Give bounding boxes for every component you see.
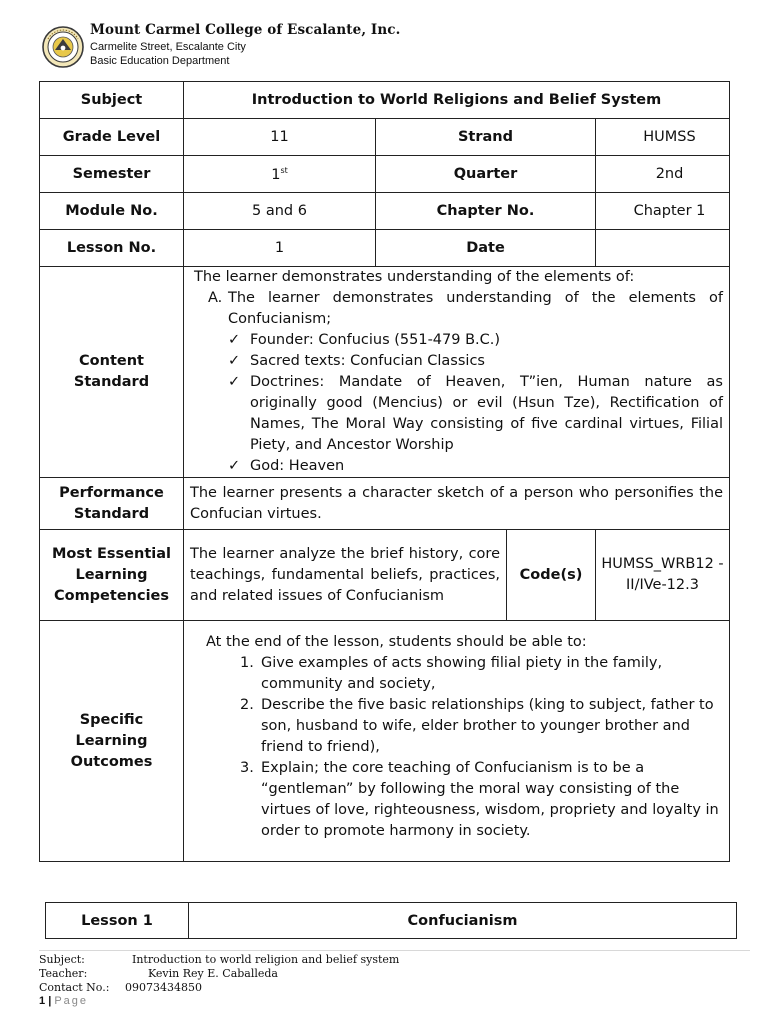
chapter-value: Chapter 1 xyxy=(596,193,730,230)
subject-label: Subject xyxy=(40,82,184,119)
page-word: Page xyxy=(54,995,89,1007)
semester-value: 1 xyxy=(271,166,281,183)
checkmark-icon: ✓ xyxy=(228,374,241,390)
school-address: Carmelite Street, Escalante City xyxy=(90,41,246,53)
semester-cell xyxy=(184,156,376,193)
module-row xyxy=(40,193,730,230)
content-bullet-text: Founder: Confucius (551-479 B.C.) xyxy=(250,332,501,348)
semester-row xyxy=(40,156,730,193)
outcomes-cell xyxy=(184,621,730,862)
chapter-label: Chapter No. xyxy=(376,193,596,230)
lesson-value: 1 xyxy=(184,230,376,267)
date-label: Date xyxy=(376,230,596,267)
content-bullet xyxy=(228,372,723,456)
outcomes-label: Specific Learning Outcomes xyxy=(40,621,184,862)
semester-label: Semester xyxy=(40,156,184,193)
grade-label: Grade Level xyxy=(40,119,184,156)
content-bullet xyxy=(228,456,723,477)
content-bullet-text: Doctrines: Mandate of Heaven, T”ien, Human nature as originally good (Mencius) or evil (Hsun Tze), Rectification of Names, The Moral Way consisting of five cardinal virtues, Filial Piety, and Ancestor Worship xyxy=(250,374,723,453)
lesson-info-table xyxy=(39,81,730,862)
school-name: Mount Carmel College of Escalante, Inc. xyxy=(90,22,401,38)
semester-superscript: st xyxy=(280,165,288,175)
outcomes-intro: At the end of the lesson, students should be able to: xyxy=(206,634,587,650)
lesson-box-title: Confucianism xyxy=(189,903,737,939)
content-bullet-list xyxy=(228,330,723,477)
content-bullet xyxy=(228,351,723,372)
outcome-item: 1. Give examples of acts showing filial piety in the family, community and society, xyxy=(240,653,719,695)
outcome-text: Give examples of acts showing filial piety in the family, community and society, xyxy=(261,655,663,692)
content-item-a xyxy=(208,288,723,330)
content-standard-cell xyxy=(184,267,730,478)
school-seal-icon xyxy=(42,26,84,68)
footer-contact-value: 09073434850 xyxy=(125,981,202,994)
strand-label: Strand xyxy=(376,119,596,156)
outcomes-list xyxy=(240,653,719,842)
content-standard-label: Content Standard xyxy=(40,267,184,478)
performance-standard-label: Performance Standard xyxy=(40,478,184,530)
lesson-label: Lesson No. xyxy=(40,230,184,267)
content-bullet-text: God: Heaven xyxy=(250,458,345,474)
grade-row xyxy=(40,119,730,156)
performance-standard-row xyxy=(40,478,730,530)
page-separator: | xyxy=(48,995,52,1007)
content-item-text: The learner demonstrates understanding of the elements of Confucianism; xyxy=(228,290,723,327)
content-item-marker: A. xyxy=(208,290,223,306)
module-value: 5 and 6 xyxy=(184,193,376,230)
subject-value: Introduction to World Religions and Belief System xyxy=(184,82,730,119)
quarter-value: 2nd xyxy=(596,156,730,193)
content-bullet-text: Sacred texts: Confucian Classics xyxy=(250,353,485,369)
checkmark-icon: ✓ xyxy=(228,353,241,369)
checkmark-icon: ✓ xyxy=(228,458,241,474)
document-header xyxy=(38,22,638,70)
checkmark-icon: ✓ xyxy=(228,332,241,348)
footer-teacher-value: Kevin Rey E. Caballeda xyxy=(148,967,278,980)
page-number xyxy=(39,995,88,1007)
competency-row xyxy=(40,530,730,621)
school-department: Basic Education Department xyxy=(90,55,230,67)
page-number-value: 1 xyxy=(39,995,46,1007)
outcome-item: 2. Describe the five basic relationships (king to subject, father to son, husband to wife, elder brother to younger brother and friend to friend), xyxy=(240,695,719,758)
competency-text: The learner analyze the brief history, core teachings, fundamental beliefs, practices, and related issues of Confucianism xyxy=(184,530,507,621)
outcome-text: Describe the five basic relationships (king to subject, father to son, husband to wife, elder brother to younger brother and friend to friend), xyxy=(261,697,714,755)
module-label: Module No. xyxy=(40,193,184,230)
date-value xyxy=(596,230,730,267)
outcome-item: 3. Explain; the core teaching of Confucianism is to be a “gentleman” by following the moral way consisting of the virtues of love, righteousness, wisdom, propriety and loyalty in order to promote harmony in society. xyxy=(240,758,719,842)
content-standard-row xyxy=(40,267,730,478)
footer-teacher-label: Teacher: xyxy=(39,967,88,980)
lesson-row xyxy=(40,230,730,267)
subject-row xyxy=(40,82,730,119)
content-intro: The learner demonstrates understanding of the elements of: xyxy=(194,269,635,285)
strand-value: HUMSS xyxy=(596,119,730,156)
content-bullet xyxy=(228,330,723,351)
footer-subject-label: Subject: xyxy=(39,953,85,966)
lesson-title-table xyxy=(45,902,737,939)
code-value: HUMSS_WRB12 - II/IVe-12.3 xyxy=(596,530,730,621)
code-label: Code(s) xyxy=(507,530,596,621)
lesson-box-label: Lesson 1 xyxy=(46,903,189,939)
footer-subject-value: Introduction to world religion and belief system xyxy=(132,953,400,966)
grade-value: 11 xyxy=(184,119,376,156)
footer-contact-label: Contact No.: xyxy=(39,981,110,994)
quarter-label: Quarter xyxy=(376,156,596,193)
footer-divider xyxy=(39,950,750,951)
performance-standard-text: The learner presents a character sketch of a person who personifies the Confucian virtues. xyxy=(184,478,730,530)
competency-label: Most Essential Learning Competencies xyxy=(40,530,184,621)
outcome-text: Explain; the core teaching of Confucianism is to be a “gentleman” by following the moral way consisting of the virtues of love, righteousness, wisdom, propriety and loyalty in order to promote harmony in society. xyxy=(261,760,719,839)
lesson-title-row xyxy=(46,903,737,939)
outcomes-row xyxy=(40,621,730,862)
